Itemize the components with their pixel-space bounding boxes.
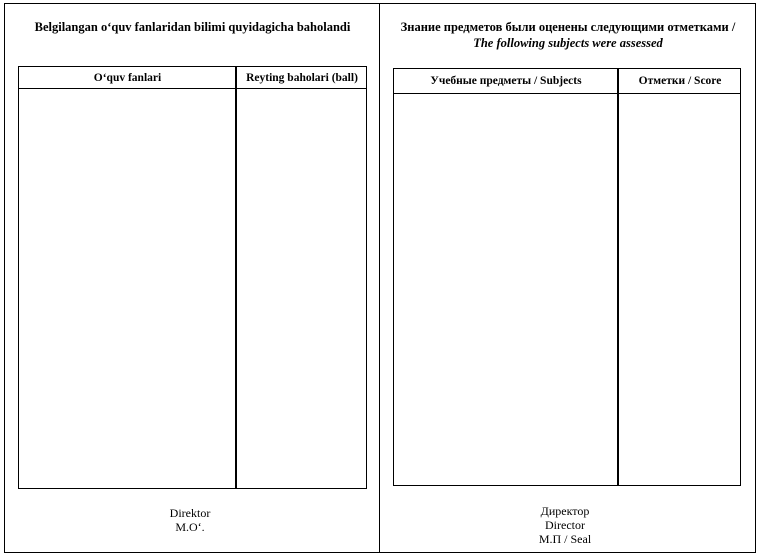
- page-divider: [379, 3, 380, 553]
- right-grades-table: [393, 68, 741, 486]
- left-header-subjects: O‘quv fanlari: [93, 71, 162, 84]
- right-column-separator: [617, 69, 619, 485]
- right-director-ru-label: Директор: [540, 504, 590, 518]
- left-page-title: [10, 19, 375, 35]
- left-seal-label: M.O‘.: [175, 520, 205, 534]
- right-title-line2: The following subjects were assessed: [473, 36, 663, 50]
- left-column-separator: [235, 67, 237, 488]
- right-header-subjects: Учебные предметы / Subjects: [430, 75, 582, 87]
- left-grades-table: [18, 66, 367, 489]
- right-signature-block: [495, 504, 635, 546]
- left-director-label: Direktor: [169, 506, 211, 520]
- left-signature-block: [120, 506, 260, 534]
- left-header-score: Reyting baholari (ball): [246, 71, 358, 84]
- right-director-en-label: Director: [545, 518, 585, 532]
- right-seal-label: М.П / Seal: [538, 532, 592, 546]
- right-page-title: [383, 19, 753, 51]
- left-table-header: [19, 67, 366, 89]
- right-table-header: [394, 69, 740, 94]
- right-header-score: Отметки / Score: [638, 75, 722, 87]
- right-title-line1: Знание предметов были оценены следующими отметками /: [400, 20, 736, 34]
- left-title-text: Belgilangan o‘quv fanlaridan bilimi quyidagicha baholandi: [34, 20, 351, 34]
